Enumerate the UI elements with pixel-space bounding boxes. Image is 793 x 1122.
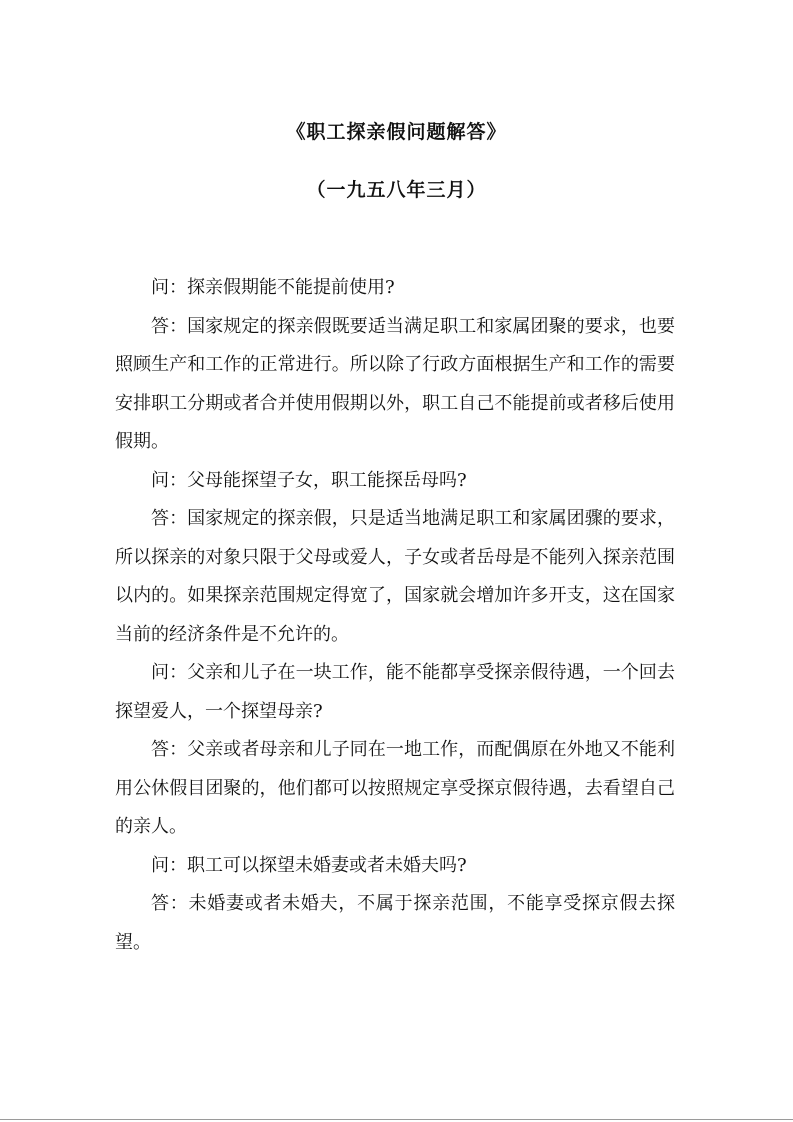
- question-paragraph: 问：父亲和儿子在一块工作，能不能都享受探亲假待遇，一个回去探望爱人，一个探望母亲?: [115, 662, 675, 722]
- page-bottom-rule: [0, 1119, 793, 1120]
- question-paragraph: 问：职工可以探望未婚妻或者未婚夫吗?: [151, 854, 467, 876]
- question-paragraph: 问：父母能探望子女，职工能探岳母吗?: [151, 469, 467, 491]
- answer-paragraph: 答：父亲或者母亲和儿子同在一地工作，而配偶原在外地又不能利用公休假目团聚的，他们都可以按照规定享受探京假待遇，去看望自己的亲人。: [115, 739, 675, 837]
- answer-paragraph: 答：国家规定的探亲假既要适当满足职工和家属团聚的要求，也要照顾生产和工作的正常进行。所以除了行政方面根据生产和工作的需要安排职工分期或者合并使用假期以外，职工自己不能提前或者移后使用假期。: [115, 315, 675, 452]
- answer-paragraph: 答：未婚妻或者未婚夫，不属于探亲范围，不能享受探京假去探望。: [115, 893, 675, 953]
- document-body: [115, 269, 675, 962]
- question-paragraph: 问：探亲假期能不能提前使用?: [151, 277, 395, 298]
- document-date: （一九五八年三月）: [306, 179, 487, 201]
- document-title: 《职工探亲假问题解答》: [286, 121, 507, 143]
- answer-paragraph: 答：国家规定的探亲假，只是适当地满足职工和家属团骤的要求，所以探亲的对象只限于父母或爱人，子女或者岳母是不能列入探亲范围以内的。如果探亲范围规定得宽了，国家就会增加许多开支，这在国家当前的经济条件是不允许的。: [115, 508, 675, 645]
